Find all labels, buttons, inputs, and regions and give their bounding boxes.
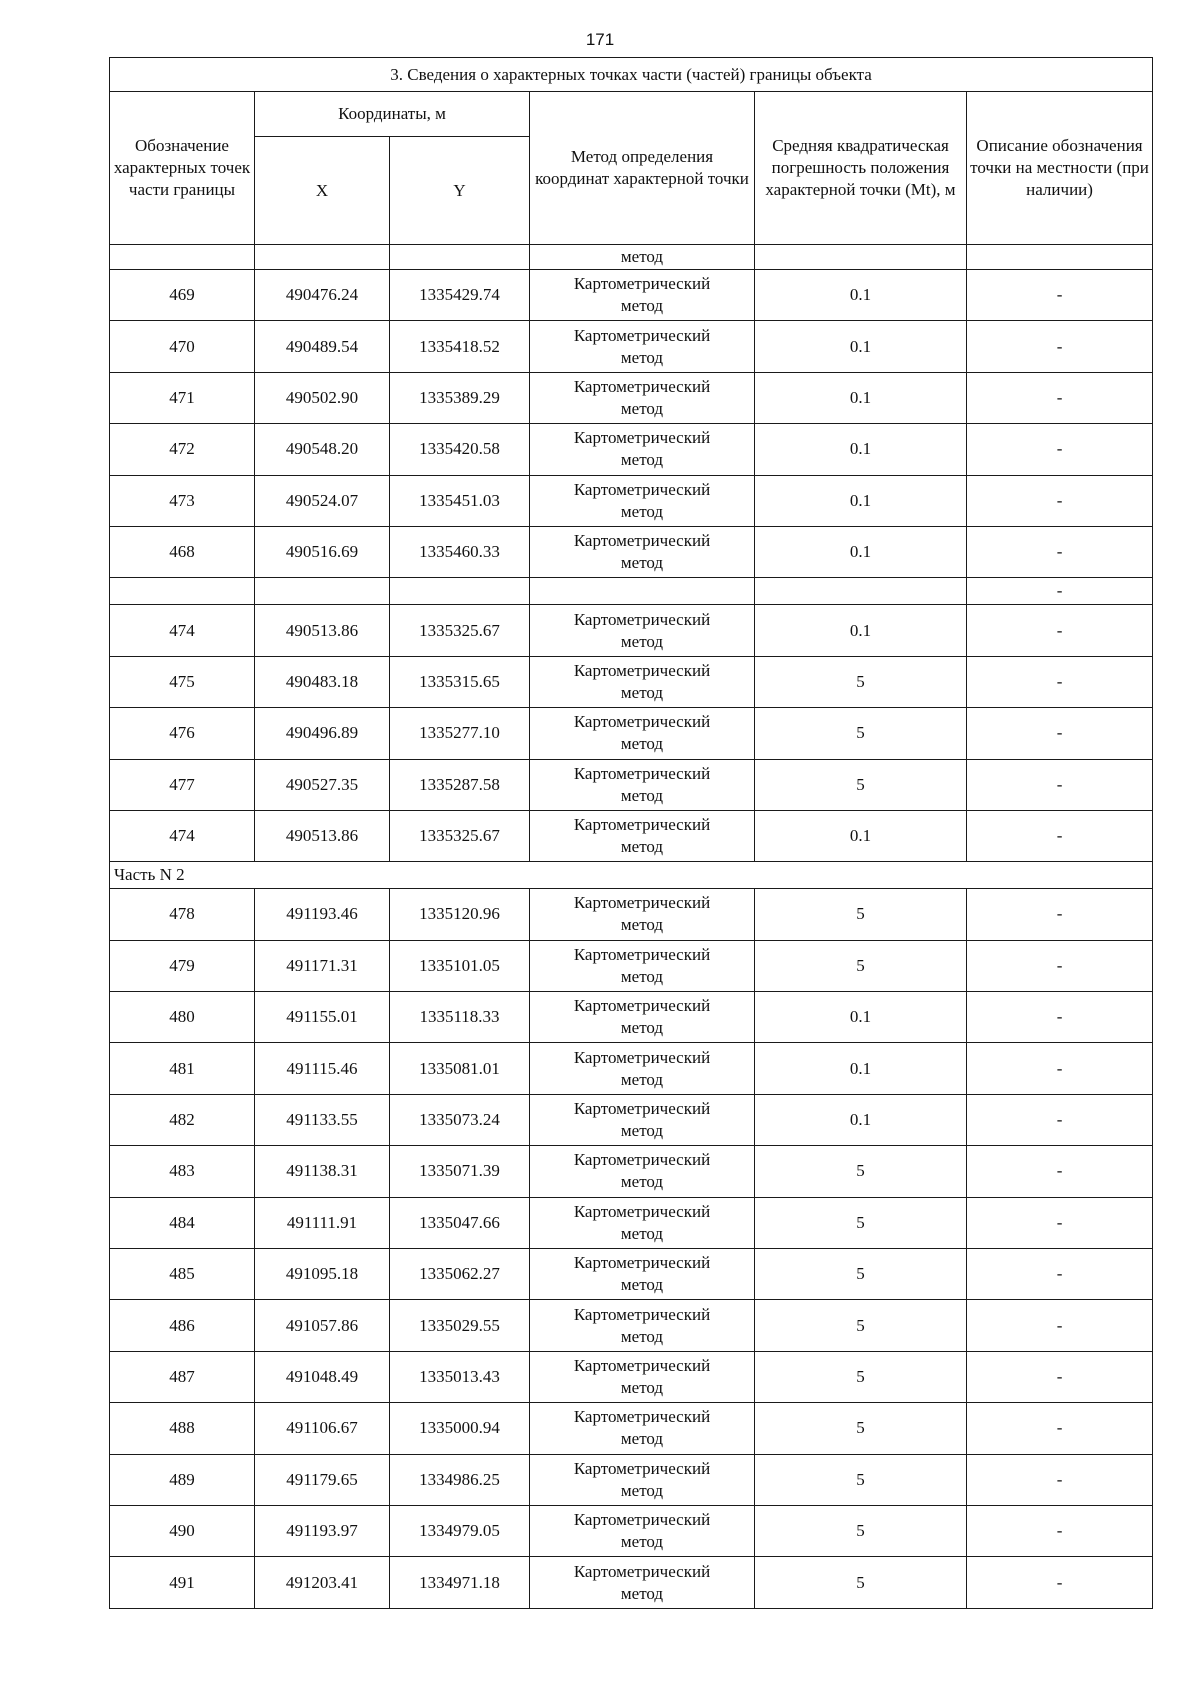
error-mt: 5 (755, 656, 967, 707)
point-description: - (967, 1043, 1153, 1094)
method-line-2: метод (620, 682, 664, 702)
coord-y: 1335315.65 (390, 656, 530, 707)
method-line-1: Картометрический (573, 1099, 711, 1119)
method-line-2: метод (620, 1326, 664, 1346)
point-description: - (967, 1505, 1153, 1556)
coord-x: 491133.55 (255, 1094, 390, 1145)
coord-y: 1334986.25 (390, 1454, 530, 1505)
method-cell (530, 1043, 755, 1094)
point-id: 474 (110, 810, 255, 861)
point-description: - (967, 992, 1153, 1043)
coord-x: 491171.31 (255, 940, 390, 991)
table-row (110, 1454, 1153, 1505)
empty-cell (110, 578, 255, 605)
method-cell (530, 605, 755, 656)
separator-dash: - (967, 578, 1153, 605)
coord-y: 1335429.74 (390, 270, 530, 321)
method-line-1: Картометрический (573, 763, 711, 783)
method-cell (530, 475, 755, 526)
error-mt: 0.1 (755, 372, 967, 423)
table-row (110, 1300, 1153, 1351)
coord-x: 491095.18 (255, 1249, 390, 1300)
point-description: - (967, 1146, 1153, 1197)
point-description: - (967, 1300, 1153, 1351)
point-id: 484 (110, 1197, 255, 1248)
coord-y: 1335029.55 (390, 1300, 530, 1351)
error-mt: 5 (755, 1454, 967, 1505)
point-description: - (967, 1557, 1153, 1608)
point-id: 489 (110, 1454, 255, 1505)
error-mt: 0.1 (755, 1094, 967, 1145)
header-description: Описание обозначения точки на местности (при наличии) (967, 92, 1153, 245)
method-cell (530, 372, 755, 423)
method-cell (530, 1403, 755, 1454)
table-row (110, 1557, 1153, 1608)
method-line-1: Картометрический (573, 1201, 711, 1221)
point-id: 482 (110, 1094, 255, 1145)
part-label: Часть N 2 (110, 862, 1153, 889)
coord-x: 491155.01 (255, 992, 390, 1043)
point-description: - (967, 1403, 1153, 1454)
method-line-2: метод (620, 785, 664, 805)
coord-y: 1335081.01 (390, 1043, 530, 1094)
table-row (110, 1146, 1153, 1197)
separator-row (110, 578, 1153, 605)
continuation-row (110, 245, 1153, 270)
coord-y: 1335120.96 (390, 889, 530, 940)
error-mt: 0.1 (755, 321, 967, 372)
table-row (110, 372, 1153, 423)
method-cell (530, 1454, 755, 1505)
point-description: - (967, 270, 1153, 321)
table-body (110, 245, 1153, 1609)
error-mt: 5 (755, 708, 967, 759)
method-line-2: метод (620, 1429, 664, 1449)
method-line-2: метод (620, 1069, 664, 1089)
method-line-2: метод (620, 1121, 664, 1141)
point-description: - (967, 1249, 1153, 1300)
coord-y: 1335073.24 (390, 1094, 530, 1145)
coord-x: 491138.31 (255, 1146, 390, 1197)
coord-y: 1335013.43 (390, 1351, 530, 1402)
header-error: Средняя квадратическая погрешность положения характерной точки (Mt), м (755, 92, 967, 245)
error-mt: 5 (755, 1557, 967, 1608)
table-row (110, 992, 1153, 1043)
method-line-2: метод (620, 347, 664, 367)
coord-y: 1335287.58 (390, 759, 530, 810)
method-cell (530, 1094, 755, 1145)
point-description: - (967, 424, 1153, 475)
coord-y: 1335277.10 (390, 708, 530, 759)
error-mt: 5 (755, 1403, 967, 1454)
method-line-2: метод (620, 553, 664, 573)
table-row (110, 526, 1153, 577)
method-cell (530, 321, 755, 372)
table-row (110, 1197, 1153, 1248)
method-cell (530, 810, 755, 861)
error-mt: 0.1 (755, 475, 967, 526)
method-cell (530, 424, 755, 475)
method-cell (530, 889, 755, 940)
method-line-1: Картометрический (573, 1407, 711, 1427)
part-header-row (110, 862, 1153, 889)
coord-y: 1335460.33 (390, 526, 530, 577)
coord-x: 490489.54 (255, 321, 390, 372)
method-cell (530, 1505, 755, 1556)
continued-method: метод (530, 245, 755, 270)
error-mt: 5 (755, 1249, 967, 1300)
method-line-2: метод (620, 450, 664, 470)
coord-x: 491057.86 (255, 1300, 390, 1351)
header-x: X (255, 137, 390, 245)
method-line-1: Картометрический (573, 1304, 711, 1324)
method-line-2: метод (620, 631, 664, 651)
table-row (110, 759, 1153, 810)
coord-y: 1334971.18 (390, 1557, 530, 1608)
method-line-1: Картометрический (573, 479, 711, 499)
coord-y: 1335418.52 (390, 321, 530, 372)
method-cell (530, 708, 755, 759)
method-line-2: метод (620, 1172, 664, 1192)
point-id: 477 (110, 759, 255, 810)
method-line-1: Картометрический (573, 944, 711, 964)
coord-x: 490524.07 (255, 475, 390, 526)
point-id: 486 (110, 1300, 255, 1351)
error-mt: 0.1 (755, 270, 967, 321)
table-row (110, 605, 1153, 656)
page-number: 171 (585, 30, 615, 49)
method-line-2: метод (620, 734, 664, 754)
method-line-1: Картометрический (573, 1047, 711, 1067)
coord-x: 490548.20 (255, 424, 390, 475)
method-line-1: Картометрический (573, 609, 711, 629)
table-row (110, 1505, 1153, 1556)
error-mt: 0.1 (755, 605, 967, 656)
point-description: - (967, 656, 1153, 707)
method-line-1: Картометрический (573, 1150, 711, 1170)
method-line-1: Картометрический (573, 1356, 711, 1375)
table-row (110, 1094, 1153, 1145)
method-cell (530, 656, 755, 707)
point-id: 491 (110, 1557, 255, 1608)
point-id: 473 (110, 475, 255, 526)
coord-y: 1335325.67 (390, 810, 530, 861)
point-id: 472 (110, 424, 255, 475)
method-line-2: метод (620, 1275, 664, 1295)
method-line-2: метод (620, 915, 664, 935)
error-mt: 5 (755, 759, 967, 810)
error-mt: 5 (755, 1146, 967, 1197)
coord-y: 1334979.05 (390, 1505, 530, 1556)
point-id: 468 (110, 526, 255, 577)
method-line-1: Картометрический (573, 996, 711, 1016)
empty-cell (390, 578, 530, 605)
method-cell (530, 1249, 755, 1300)
method-cell (530, 1557, 755, 1608)
method-line-1: Картометрический (573, 1561, 711, 1581)
table-row (110, 475, 1153, 526)
method-line-2: метод (620, 1378, 664, 1397)
table-row (110, 1351, 1153, 1402)
point-id: 471 (110, 372, 255, 423)
coord-y: 1335101.05 (390, 940, 530, 991)
method-line-2: метод (620, 1018, 664, 1038)
method-line-2: метод (620, 1583, 664, 1603)
point-id: 470 (110, 321, 255, 372)
method-cell (530, 759, 755, 810)
point-id: 469 (110, 270, 255, 321)
method-line-1: Картометрический (573, 1510, 711, 1530)
coord-x: 490513.86 (255, 810, 390, 861)
point-description: - (967, 940, 1153, 991)
coord-y: 1335118.33 (390, 992, 530, 1043)
point-description: - (967, 1351, 1153, 1402)
coord-x: 491193.97 (255, 1505, 390, 1556)
method-line-1: Картометрический (573, 428, 711, 448)
boundary-points-table (109, 57, 1153, 1609)
error-mt: 5 (755, 1197, 967, 1248)
point-id: 483 (110, 1146, 255, 1197)
coord-y: 1335389.29 (390, 372, 530, 423)
coord-x: 491193.46 (255, 889, 390, 940)
point-id: 480 (110, 992, 255, 1043)
point-description: - (967, 1454, 1153, 1505)
point-description: - (967, 889, 1153, 940)
coord-x: 490502.90 (255, 372, 390, 423)
point-description: - (967, 526, 1153, 577)
coord-x: 490496.89 (255, 708, 390, 759)
point-id: 475 (110, 656, 255, 707)
table-row (110, 1403, 1153, 1454)
error-mt: 0.1 (755, 810, 967, 861)
error-mt: 5 (755, 1505, 967, 1556)
coord-x: 491115.46 (255, 1043, 390, 1094)
error-mt: 0.1 (755, 1043, 967, 1094)
error-mt: 5 (755, 889, 967, 940)
method-line-2: метод (620, 296, 664, 316)
coord-x: 491111.91 (255, 1197, 390, 1248)
method-line-2: метод (620, 1223, 664, 1243)
point-id: 488 (110, 1403, 255, 1454)
method-line-2: метод (620, 837, 664, 857)
method-line-2: метод (620, 501, 664, 521)
point-description: - (967, 1197, 1153, 1248)
method-cell (530, 526, 755, 577)
method-line-1: Картометрический (573, 893, 711, 913)
method-cell (530, 940, 755, 991)
point-id: 478 (110, 889, 255, 940)
coord-y: 1335420.58 (390, 424, 530, 475)
error-mt: 5 (755, 1351, 967, 1402)
table-row (110, 1249, 1153, 1300)
method-cell (530, 1197, 755, 1248)
empty-cell (755, 578, 967, 605)
header-designation: Обозначение характерных точек части границы (110, 92, 255, 245)
method-cell (530, 1351, 755, 1402)
method-cell (530, 270, 755, 321)
coord-x: 490483.18 (255, 656, 390, 707)
method-line-2: метод (620, 1480, 664, 1500)
coord-y: 1335451.03 (390, 475, 530, 526)
method-cell (530, 1146, 755, 1197)
method-line-1: Картометрический (573, 712, 711, 732)
table-row (110, 270, 1153, 321)
coord-x: 490513.86 (255, 605, 390, 656)
point-id: 474 (110, 605, 255, 656)
table-row (110, 940, 1153, 991)
method-line-1: Картометрический (573, 815, 711, 835)
coord-y: 1335325.67 (390, 605, 530, 656)
method-line-1: Картометрический (573, 376, 711, 396)
method-line-2: метод (620, 1532, 664, 1552)
point-description: - (967, 759, 1153, 810)
error-mt: 5 (755, 1300, 967, 1351)
point-description: - (967, 475, 1153, 526)
method-line-1: Картометрический (573, 274, 711, 294)
error-mt: 0.1 (755, 424, 967, 475)
table-row (110, 889, 1153, 940)
error-mt: 5 (755, 940, 967, 991)
point-id: 479 (110, 940, 255, 991)
header-y: Y (390, 137, 530, 245)
table-row (110, 321, 1153, 372)
point-id: 485 (110, 1249, 255, 1300)
method-line-1: Картометрический (573, 325, 711, 345)
point-description: - (967, 372, 1153, 423)
coord-x: 490516.69 (255, 526, 390, 577)
method-line-1: Картометрический (573, 531, 711, 551)
coord-x: 491179.65 (255, 1454, 390, 1505)
method-line-1: Картометрический (573, 1253, 711, 1273)
error-mt: 0.1 (755, 526, 967, 577)
table-row (110, 656, 1153, 707)
coord-x: 491048.49 (255, 1351, 390, 1402)
point-id: 487 (110, 1351, 255, 1402)
point-id: 476 (110, 708, 255, 759)
method-line-1: Картометрический (573, 1458, 711, 1478)
method-cell (530, 992, 755, 1043)
point-id: 490 (110, 1505, 255, 1556)
coord-x: 490527.35 (255, 759, 390, 810)
coord-y: 1335062.27 (390, 1249, 530, 1300)
table-row (110, 1043, 1153, 1094)
coord-x: 491106.67 (255, 1403, 390, 1454)
header-coordinates: Координаты, м (255, 92, 530, 137)
table-row (110, 810, 1153, 861)
method-line-1: Картометрический (573, 660, 711, 680)
method-cell (530, 1300, 755, 1351)
coord-y: 1335000.94 (390, 1403, 530, 1454)
point-description: - (967, 810, 1153, 861)
empty-cell (530, 578, 755, 605)
point-description: - (967, 708, 1153, 759)
table-row (110, 424, 1153, 475)
point-description: - (967, 321, 1153, 372)
method-line-2: метод (620, 398, 664, 418)
table-row (110, 708, 1153, 759)
point-description: - (967, 605, 1153, 656)
error-mt: 0.1 (755, 992, 967, 1043)
coord-y: 1335047.66 (390, 1197, 530, 1248)
method-line-2: метод (620, 966, 664, 986)
empty-cell (255, 578, 390, 605)
point-id: 481 (110, 1043, 255, 1094)
header-method: Метод определения координат характерной точки (530, 92, 755, 245)
table-title: 3. Сведения о характерных точках части (частей) границы объекта (110, 58, 1153, 92)
point-description: - (967, 1094, 1153, 1145)
coord-x: 491203.41 (255, 1557, 390, 1608)
coord-x: 490476.24 (255, 270, 390, 321)
coord-y: 1335071.39 (390, 1146, 530, 1197)
